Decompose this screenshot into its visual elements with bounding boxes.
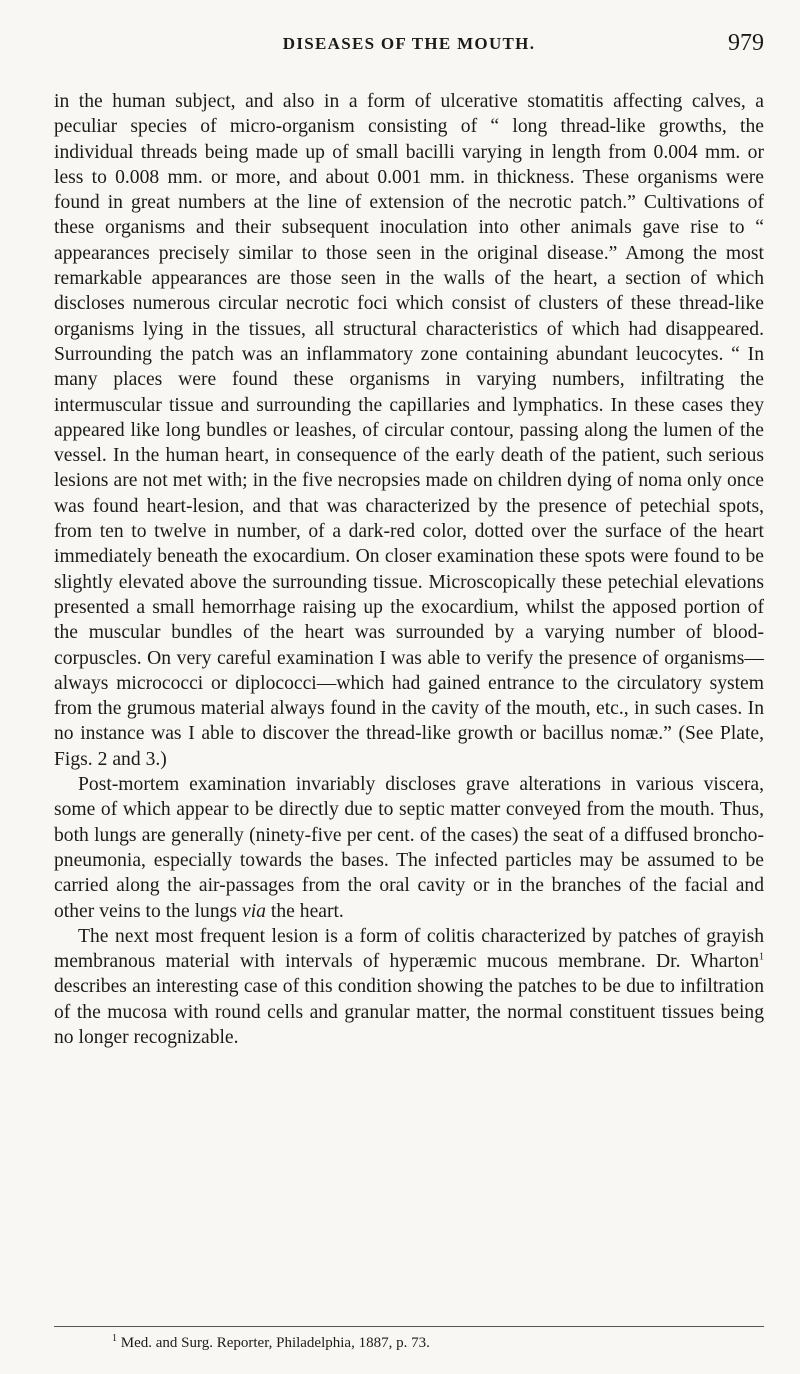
paragraph-2-text-b: the heart. <box>265 900 344 922</box>
paragraph-3 <box>54 924 764 1050</box>
running-title: DISEASES OF THE MOUTH. <box>282 34 536 53</box>
paragraph-1: in the human subject, and also in a form of ulcerative stomatitis affecting calves, a peculiar species of micro-organism consisting of “ long thread-like growths, the individual threads being made up of small bacilli varying in length from 0.004 mm. or less to 0.008 mm. or more, and about 0.001 mm. in thickness. These organisms were found in great numbers at the line of extension of the necrotic patch.” Cultivations of these organisms and their subsequent inoculation into other animals gave rise to “ appearances precisely similar to those seen in the original disease.” Among the most remarkable appearances are those seen in the walls of the heart, a section of which discloses numerous circular necrotic foci which consist of clusters of these thread-like organisms lying in the tissues, all structural characteristics of which had disappeared. Surrounding the patch was an inflammatory zone containing abundant leucocytes. “ In many places were found these organisms in varying numbers, infiltrating the intermuscular tissue and surrounding the capillaries and lymphatics. In these cases they appeared like long bundles or leashes, of circular contour, passing along the lumen of the vessel. In the human heart, in consequence of the early death of the patient, such serious lesions are not met with; in the five necropsies made on children dying of noma only once was found heart-lesion, and that was characterized by the presence of petechial spots, from ten to twelve in number, of a dark-red color, dotted over the surface of the heart immediately beneath the exocardium. On closer examination these spots were found to be slightly elevated above the surrounding tissue. Microscopically these petechial elevations presented a small hemorrhage raising up the exocardium, whilst the apposed portion of the muscular bundles of the heart was surrounded by a varying number of blood-corpuscles. On very careful examination I was able to verify the presence of organisms—always micrococci or diplococci—which had gained entrance to the circulatory system from the grumous material always found in the cavity of the mouth, etc., in such cases. In no instance was I able to discover the thread-like growth or bacillus nomæ.” (See Plate, Figs. 2 and 3.) <box>54 91 764 770</box>
body-text <box>54 89 764 1050</box>
footnote-text: Med. and Surg. Reporter, Philadelphia, 1887, p. 73. <box>117 1335 430 1351</box>
paragraph-2-text-a: Post-mortem examination invariably discloses grave alterations in various viscera, some of which appear to be directly due to septic matter conveyed from the mouth. Thus, both lungs are generally (ninety-five per cent. of the cases) the seat of a diffused broncho-pneumonia, especially towards the bases. The infected particles may be assumed to be carried along the air-passages from the oral cavity or in the branches of the facial and other veins to the lungs <box>54 774 764 922</box>
footnote <box>112 1334 430 1352</box>
italic-via: via <box>242 900 266 922</box>
paragraph-2 <box>54 772 764 924</box>
page-number: 979 <box>728 30 764 56</box>
paragraph-3-text-a: The next most frequent lesion is a form of colitis characterized by patches of grayish membranous material with intervals of hyperæmic mucous membrane. Dr. Wharton <box>54 925 764 973</box>
footnote-reference: 1 <box>759 951 764 963</box>
footnote-marker: 1 <box>112 1333 117 1344</box>
footnote-divider <box>54 1326 764 1327</box>
running-head <box>54 30 764 56</box>
paragraph-3-text-b: describes an interesting case of this condition showing the patches to be due to infiltration of the mucosa with round cells and granular matter, the normal constituent tissues being no longer recognizable. <box>54 976 764 1048</box>
